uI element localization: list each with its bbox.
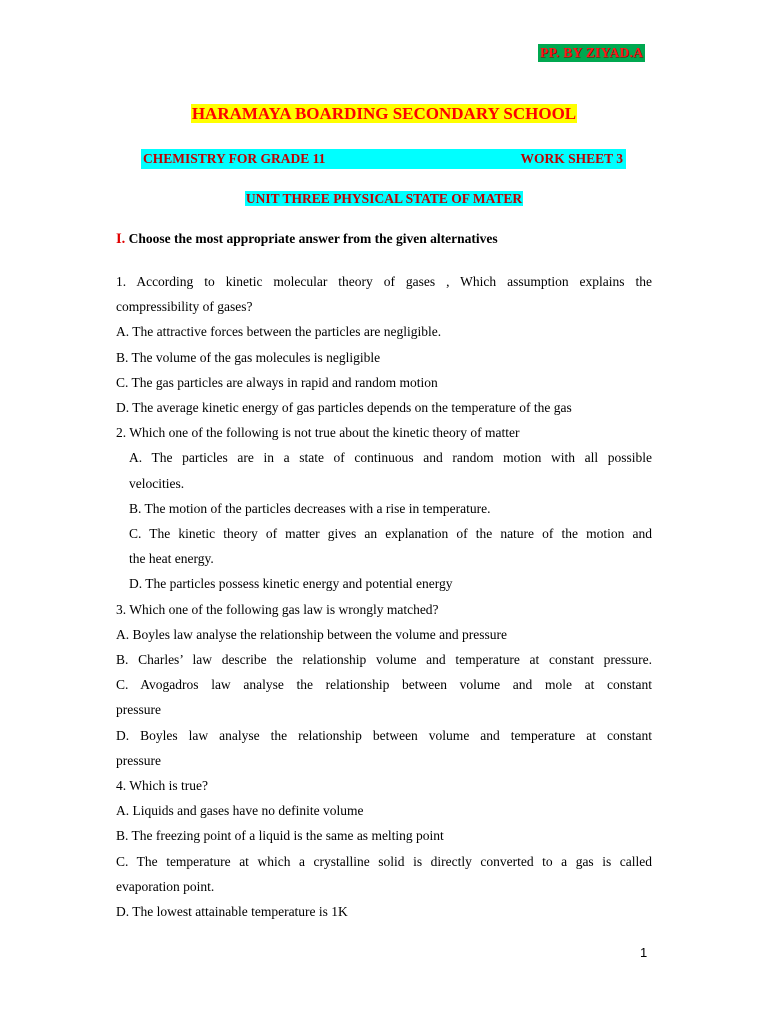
question-line: 3. Which one of the following gas law is wrongly matched? [116,601,439,617]
instruction [116,230,498,248]
page-number: 1 [640,945,648,960]
subject-title: CHEMISTRY FOR GRADE 11 [143,151,326,166]
answer-option: D. The lowest attainable temperature is 1K [116,904,348,920]
answer-option: A. The particles are in a state of continuous and random motion with all possible [129,450,652,466]
subject-bar [141,149,626,169]
answer-option: D. The average kinetic energy of gas particles depends on the temperature of the gas [116,400,572,416]
answer-option: pressure [116,752,161,768]
answer-option: velocities. [129,475,185,491]
answer-option: evaporation point. [116,878,215,894]
question-line: compressibility of gases? [116,299,253,315]
questions [116,269,652,924]
answer-option: C. The temperature at which a crystalline solid is directly converted to a gas is called [116,853,652,869]
unit-heading [0,189,768,209]
school-name: HARAMAYA BOARDING SECONDARY SCHOOL [191,104,577,123]
answer-option: B. The motion of the particles decreases with a rise in temperature. [129,500,491,516]
school-title [0,104,768,124]
answer-option: A. The attractive forces between the particles are negligible. [116,324,442,340]
answer-option: C. Avogadros law analyse the relationship between volume and mole at constant [116,677,652,693]
question-line: 2. Which one of the following is not true about the kinetic theory of matter [116,425,520,441]
answer-option: the heat energy. [129,551,214,567]
answer-option: C. The gas particles are always in rapid and random motion [116,374,438,390]
answer-option: B. Charles’ law describe the relationship volume and temperature at constant pressure. [116,652,652,668]
answer-option: B. The freezing point of a liquid is the same as melting point [116,828,444,844]
worksheet-title: WORK SHEET 3 [520,151,623,166]
answer-option: D. The particles possess kinetic energy and potential energy [129,576,453,592]
answer-option: A. Boyles law analyse the relationship between the volume and pressure [116,626,508,642]
answer-option: pressure [116,702,161,718]
answer-option: D. Boyles law analyse the relationship between volume and temperature at constant [116,727,652,743]
section-number: I. [116,231,126,247]
answer-option: A. Liquids and gases have no definite volume [116,803,364,819]
answer-option: C. The kinetic theory of matter gives an explanation of the nature of the motion and [129,526,652,542]
question-line: 4. Which is true? [116,778,208,794]
unit-title: UNIT THREE PHYSICAL STATE OF MATER [245,191,523,206]
answer-option: B. The volume of the gas molecules is negligible [116,349,381,365]
author-credit: PP. BY ZIYAD.A [540,45,644,60]
instruction-text: Choose the most appropriate answer from the given alternatives [128,231,498,246]
question-line: 1. According to kinetic molecular theory of gases , Which assumption explains the [116,274,652,289]
